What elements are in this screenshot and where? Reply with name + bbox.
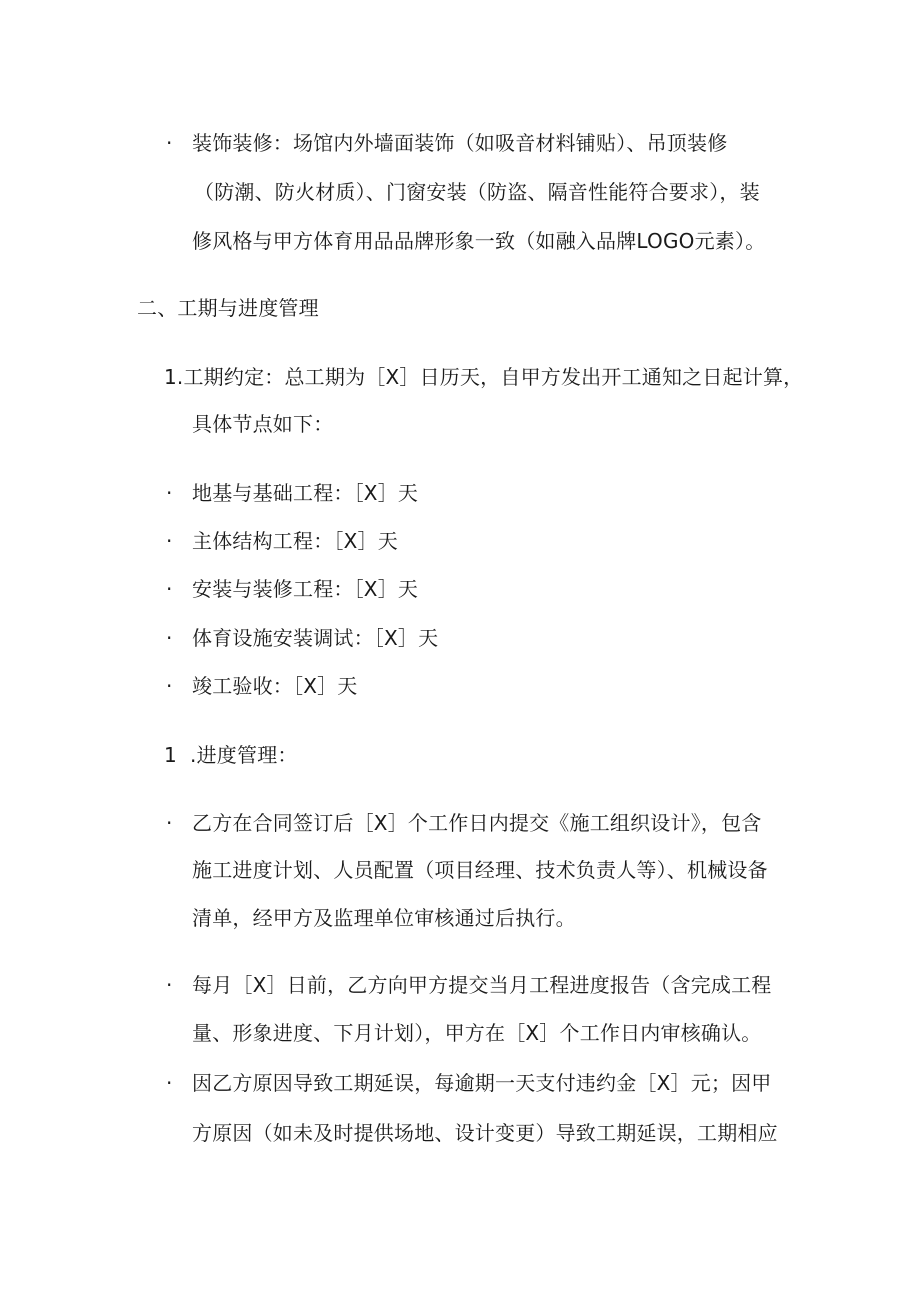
bullet-marker: ·: [166, 811, 173, 835]
progress-item-3-line-1: 因乙方原因导致工期延误，每逾期一天支付违约金［X］元；因甲: [192, 1071, 772, 1095]
bullet-marker: ·: [166, 577, 173, 601]
schedule-agreement-line-1: 1.工期约定：总工期为［X］日历天，自甲方发出开工通知之日起计算，: [164, 365, 804, 389]
progress-item-1-line-3: 清单，经甲方及监理单位审核通过后执行。: [192, 906, 576, 930]
section-heading: 二、工期与进度管理: [137, 296, 319, 320]
bullet-marker: ·: [166, 1071, 173, 1095]
milestone-item: 体育设施安装调试：［X］天: [192, 626, 439, 650]
bullet-marker: ·: [166, 481, 173, 505]
decoration-line-1: 装饰装修：场馆内外墙面装饰（如吸音材料铺贴）、吊顶装修: [192, 131, 728, 155]
bullet-marker: ·: [166, 674, 173, 698]
progress-item-3-line-2: 方原因（如未及时提供场地、设计变更）导致工期延误，工期相应: [192, 1121, 778, 1145]
progress-item-2-line-1: 每月［X］日前，乙方向甲方提交当月工程进度报告（含完成工程: [192, 973, 772, 997]
bullet-marker: ·: [166, 626, 173, 650]
milestone-item: 主体结构工程：［X］天: [192, 529, 398, 553]
decoration-line-2: （防潮、防火材质）、门窗安装（防盗、隔音性能符合要求），装: [194, 180, 760, 204]
decoration-line-3: 修风格与甲方体育用品品牌形象一致（如融入品牌LOGO元素）。: [192, 229, 766, 253]
schedule-agreement-line-2: 具体节点如下：: [192, 412, 334, 436]
milestone-item: 竣工验收：［X］天: [192, 674, 358, 698]
progress-item-1-line-2: 施工进度计划、人员配置（项目经理、技术负责人等）、机械设备: [192, 858, 768, 882]
bullet-marker: ·: [166, 529, 173, 553]
progress-heading: 1 .进度管理：: [164, 743, 298, 767]
bullet-marker: ·: [166, 131, 173, 155]
progress-item-1-line-1: 乙方在合同签订后［X］个工作日内提交《施工组织设计》，包含: [192, 811, 762, 835]
milestone-item: 地基与基础工程：［X］天: [192, 481, 419, 505]
progress-item-2-line-2: 量、形象进度、下月计划），甲方在［X］个工作日内审核确认。: [192, 1021, 762, 1045]
bullet-marker: ·: [166, 973, 173, 997]
milestone-item: 安装与装修工程：［X］天: [192, 577, 419, 601]
